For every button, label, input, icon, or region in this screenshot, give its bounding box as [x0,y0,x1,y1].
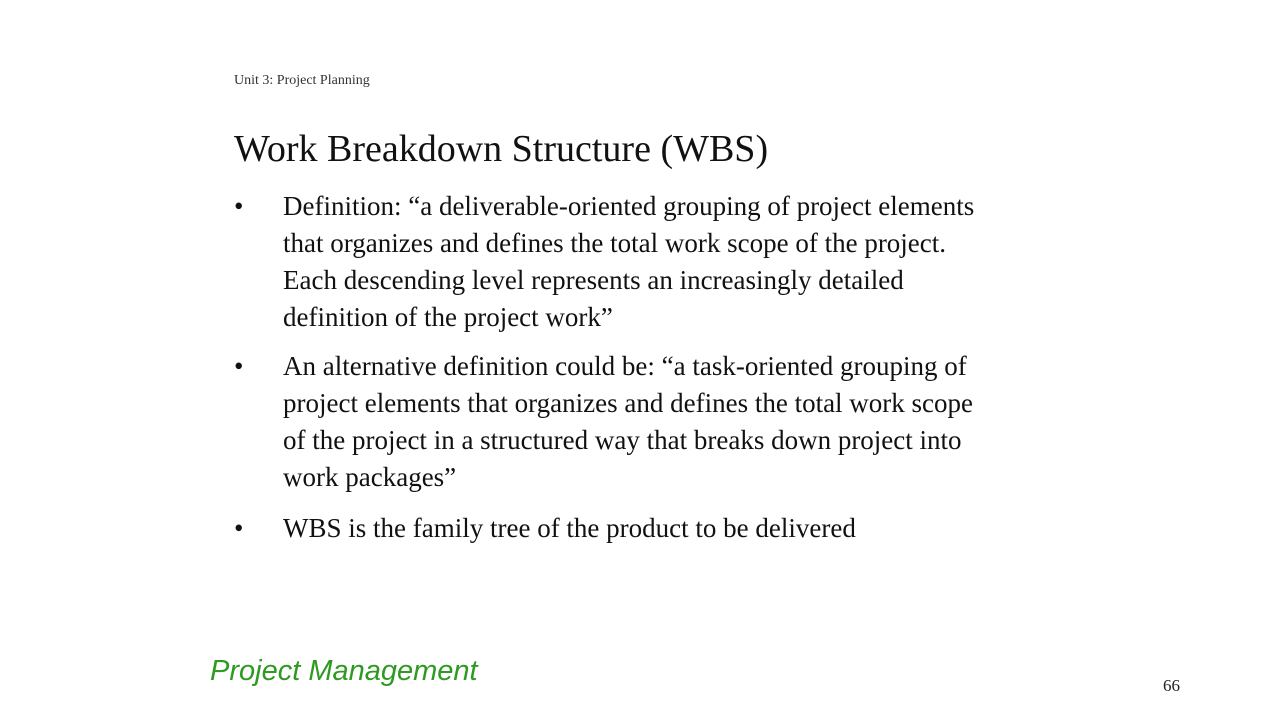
page-number: 66 [1163,676,1180,695]
slide-title: Work Breakdown Structure (WBS) [234,128,769,170]
bullet-dot-icon: • [234,191,244,221]
bullet-text: Definition: “a deliverable-oriented grouping of project elements that organizes and defines the total work scope of the project. Each descending level represents an increasingly detailed definition of the project work” [283,191,975,332]
bullet-text: WBS is the family tree of the product to be delivered [283,513,856,543]
course-title: Project Management [210,655,478,687]
unit-header: Unit 3: Project Planning [234,73,370,88]
bullet-item-alternative-definition [234,348,998,496]
bullet-dot-icon: • [234,351,244,381]
bullet-text: An alternative definition could be: “a task-oriented grouping of project elements that organizes and defines the total work scope of the project in a structured way that breaks down project into work packages” [283,351,974,492]
bullet-list [234,188,1014,547]
bullet-dot-icon: • [234,513,244,543]
bullet-item-definition [234,188,1003,336]
bullet-item-family-tree [234,510,1014,547]
